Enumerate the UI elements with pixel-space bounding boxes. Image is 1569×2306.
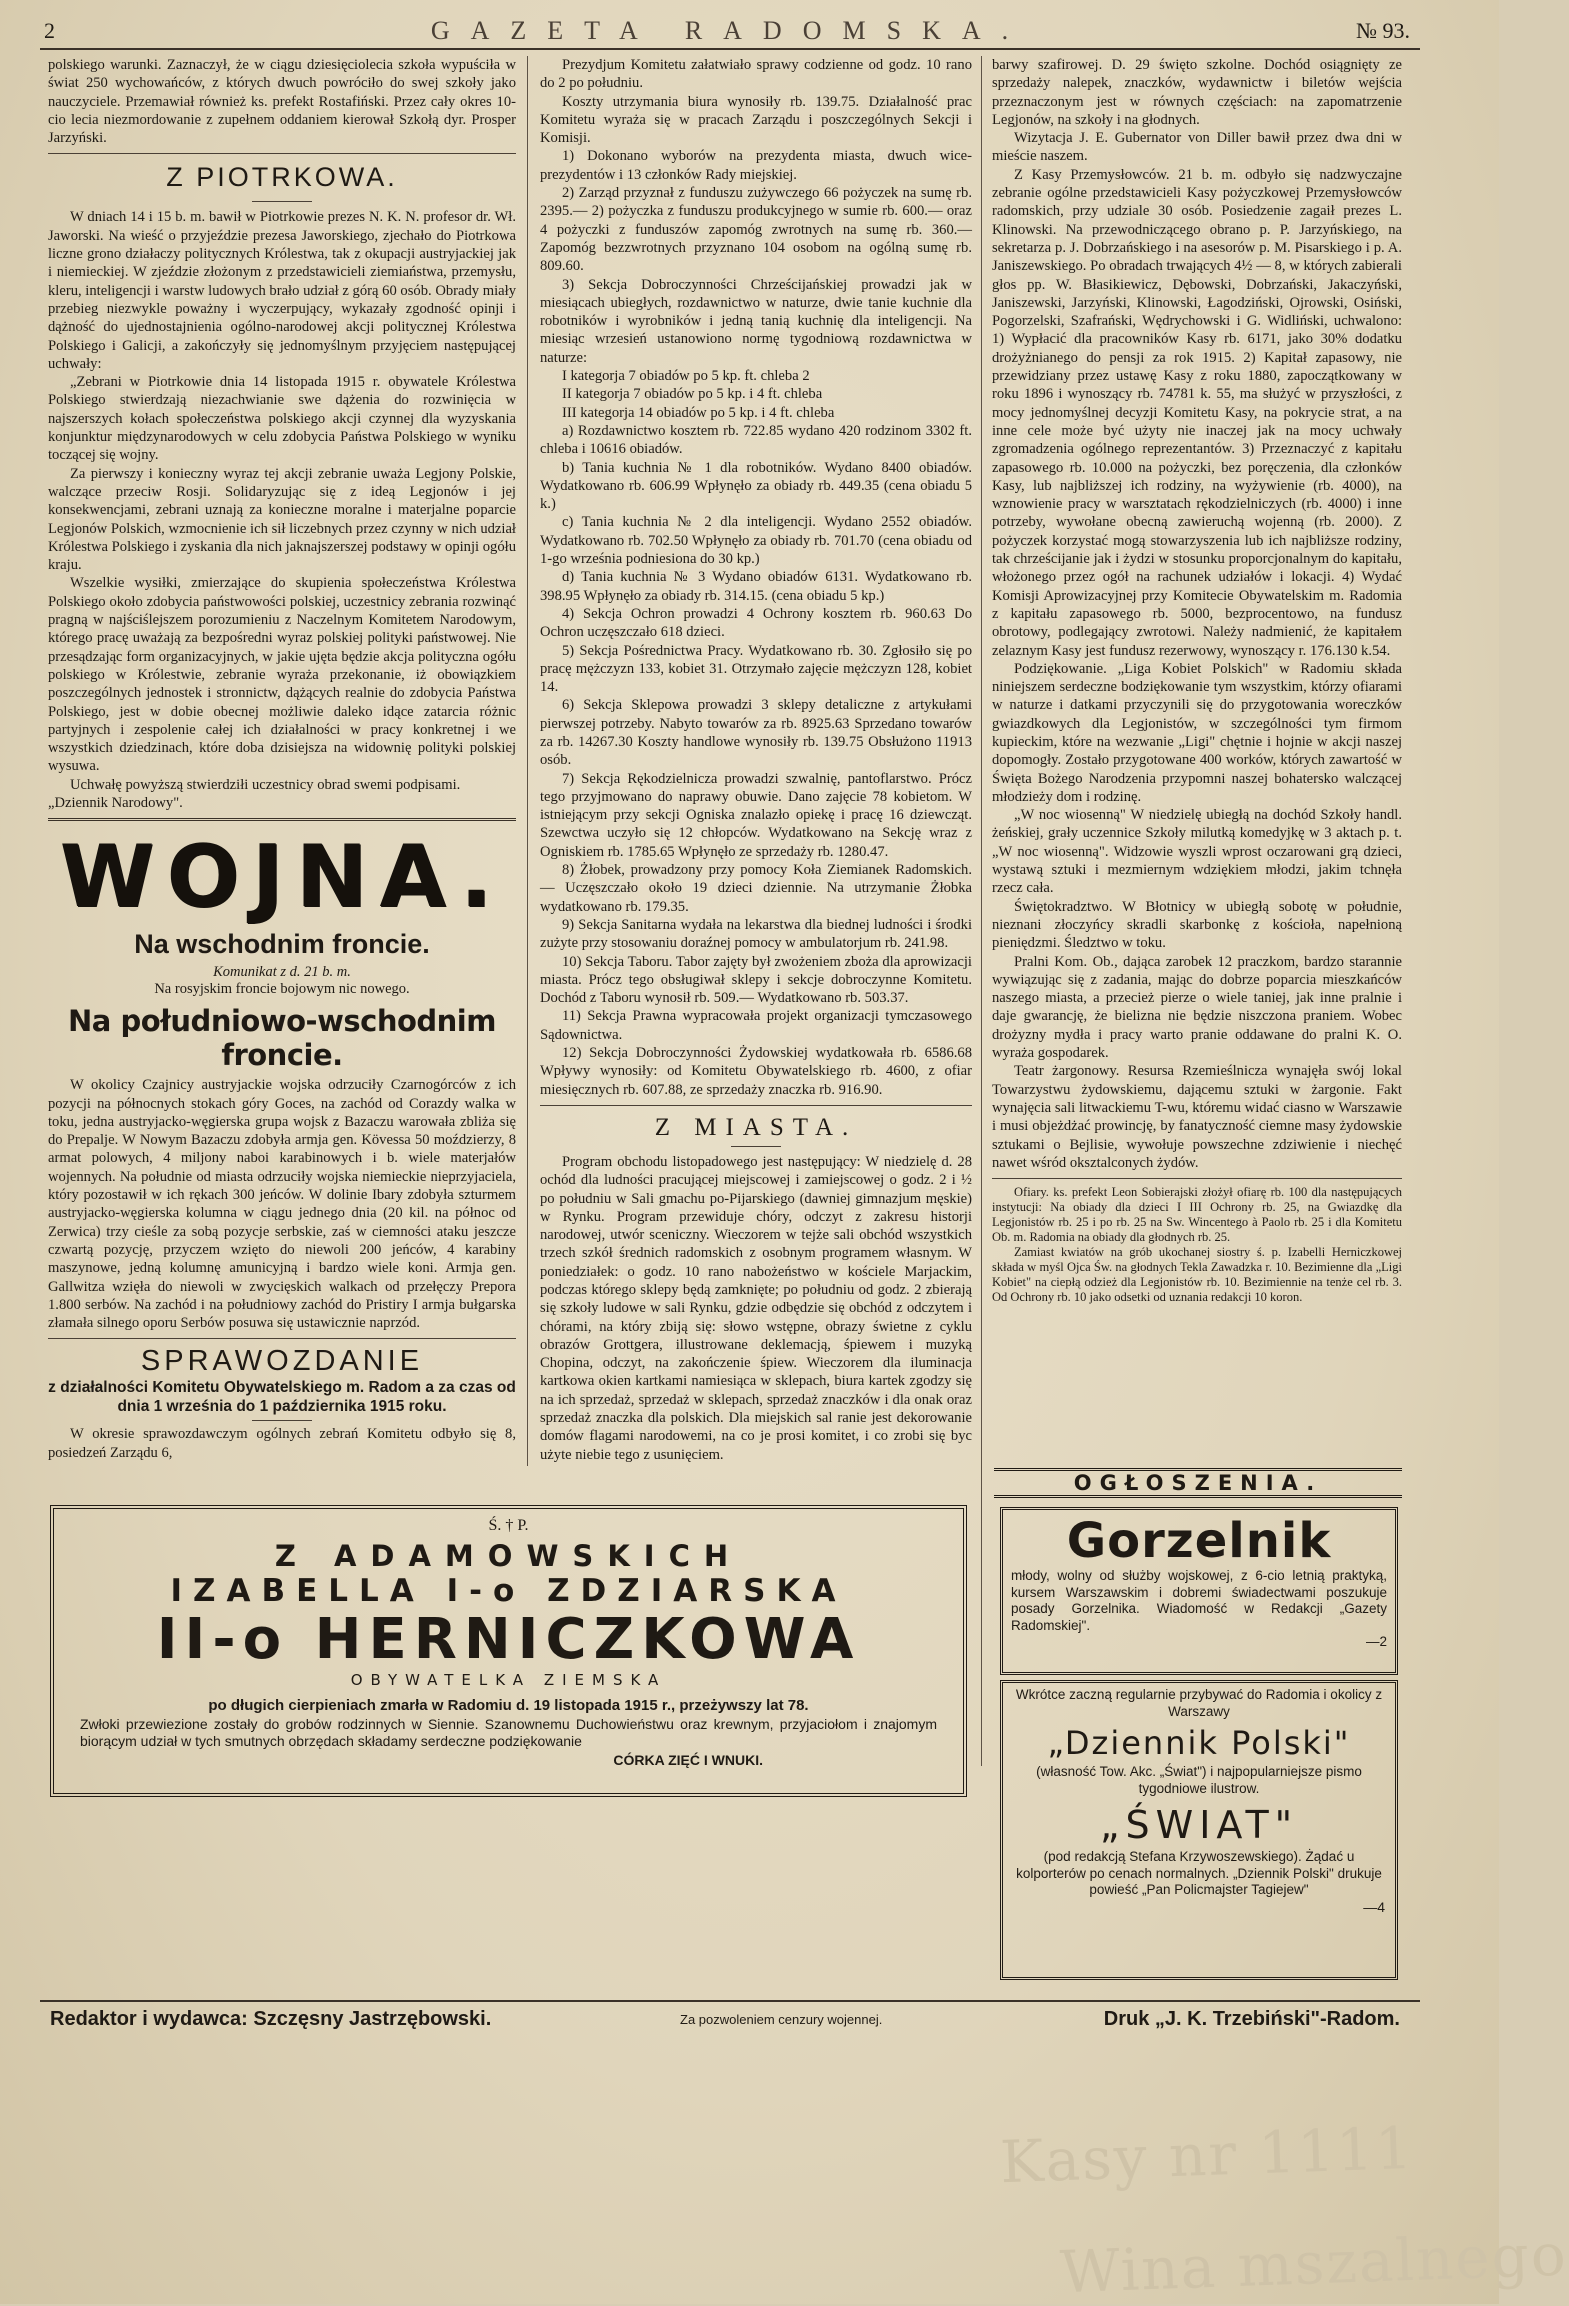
obituary-death-notice: po długich cierpieniach zmarła w Radomiu d. 19 listopada 1915 r., przeżywszy lat 78.	[208, 1697, 809, 1714]
printer-credit: Druk „J. K. Trzebiński"-Radom.	[1103, 2008, 1400, 2030]
southeast-article	[48, 1076, 516, 1332]
paragraph: 12) Sekcja Dobroczynności Żydowskiej wydatkowała rb. 6586.68 Wpływy wynosiły: od Komitetu Obywatelskiego rb. 4600, z ofiar miesięcznych rb. 607.88, ze sprzedaży znaczka rb. 916.90.	[540, 1045, 972, 1098]
obituary-line2: IZABELLA I-o ZDZIARSKA	[170, 1573, 847, 1609]
intro-article	[48, 56, 516, 147]
paragraph: Uchwałę powyższą stwierdziłi uczestnicy obrad swemi podpisami.	[70, 776, 461, 793]
divider	[48, 1338, 516, 1339]
column-divider	[981, 56, 982, 1766]
east-front-komunikat: Komunikat z d. 21 b. m.	[213, 964, 351, 981]
paragraph: 11) Sekcja Prawna wypracowała projekt organizacji tymczasowego Sądownictwa.	[540, 1008, 972, 1043]
ad-swiat-sub: (pod redakcją Stefana Krzywoszewskiego). Żądać u kolporterów po cenach normalnych. „Dziennik Polski" drukuje powieść „Pan Policmajster Tagiejew"	[1016, 1849, 1382, 1897]
obituary-text: Zwłoki przewiezione zostały do grobów rodzinnych w Siennie. Szanownemu Duchowieństwu oraz krewnym, przyjaciołom i znajomym biorącym udział w tych smutnych obrzędach składamy serdeczne podziękowanie	[80, 1716, 937, 1749]
divider	[540, 1105, 972, 1106]
paragraph: Pralni Kom. Ob., dająca zarobek 12 praczkom, bardzo starannie wywiązując się z zadania, mając do dobrze poparcia mieszkańców naszego miasta, a przecież pierze o wiele taniej, jak inne pralnie i daje gwarancję, że bielizna nie będzie niszczona praniem. Wobec drożyzny mydła i pracy warto pranie oddawane do pralni K. O. wyraża gospodarek.	[992, 953, 1402, 1062]
southeast-front-title: Na południowo-wschodnim froncie.	[68, 1004, 496, 1073]
paragraph: a) Rozdawnictwo kosztem rb. 722.85 wydano 420 rodzinom 3302 ft. chleba i 10616 obiadów.	[540, 422, 972, 458]
report-intro	[48, 1425, 516, 1462]
paragraph: 7) Sekcja Rękodzielnicza prowadzi szwalnię, pantoflarstwo. Prócz tego przyjmowano do naprawy obuwie. Dano zajęcie 78 kobietom. W istniejącym przy sekcji Ogniska znalazło opiekę i pracę 16 dziewcząt. Szewctwa uczyło się 12 chłopców. Wydatkowano na Sekcję wraz z Ogniskiem rb. 1785.65 Wpłynęło ze sprzedaży rb. 1280.47.	[540, 770, 972, 860]
column-2	[540, 56, 972, 1531]
report-title: SPRAWOZDANIE	[140, 1345, 424, 1378]
ad-gorzelnik	[1000, 1507, 1398, 1675]
ad-gorzelnik-dash: —2	[1365, 1634, 1387, 1649]
ad-swiat-dash: —4	[1363, 1898, 1385, 1915]
paragraph: 2) Zarząd przyznał z funduszu zużywczego 66 pożyczek na sumę rb. 2395.— 2) pożyczka z funduszu produkcyjnego w sumie rb. 600.— oraz 4 pożyczki z funduszów zapomóg zwrotnych na sumę rb. 360.— Zapomóg bezzwrotnych przyznano 104 osobom na ogólną sumę rb. 809.60.	[540, 185, 972, 275]
obituary-line1: Z ADAMOWSKICH	[274, 1539, 743, 1573]
east-front-title: Na wschodnim froncie.	[134, 929, 430, 960]
paragraph: polskiego warunki. Zaznaczył, że w ciągu dziesięciolecia szkoła wypuściła w świat 250 wychowańców, z których dwuch powróciło do swej szkoły jako nauczyciele. Przemawiał również ks. prefekt Rostafiński. Przez cały okres 10-cio lecia niezmordowanie z zupełnem oddaniem kierował Szkołą dyr. Prosper Jarzyński.	[48, 57, 516, 147]
ad-dziennik-title: „Dziennik Polski"	[1047, 1724, 1351, 1762]
paragraph: W okresie sprawozdawczym ogólnych zebrań Komitetu odbyło się 8, posiedzeń Zarządu 6,	[48, 1426, 516, 1461]
paragraph: 4) Sekcja Ochron prowadzi 4 Ochrony kosztem rb. 960.63 Do Ochron uczęszczało 618 dzieci.	[540, 605, 972, 641]
bleed-through-text: Kasy nr 1111	[998, 2113, 1416, 2197]
ad-dziennik-sub: (własność Tow. Akc. „Świat") i najpopularniejsze pismo tygodniowe ilustrow.	[1036, 1764, 1362, 1796]
divider	[252, 1420, 312, 1421]
column-1	[48, 56, 516, 1461]
piotrkowa-article	[48, 208, 516, 812]
paragraph: W dniach 14 i 15 b. m. bawił w Piotrkowie prezes N. K. N. profesor dr. Wł. Jaworski. Na wieść o przyjeździe prezesa Jaworskiego, zjechało do Piotrkowa liczne grono działaczy politycznych Królestwa, tak z okupacji austryjackiej jak i niemieckiej. W zjeździe złożonym z przedstawicieli ziemiaństwa, przemysłu, kleru, inteligencji i warstw ludowych brało udział z górą 60 osób. Obrady miały przebieg niezwykle poważny i wyczerpujący, wykazały zgodność opinji i dążność do ujednostajnienia ogólno-narodowej akcji politycznej Królestwa Polskiego i Galicji, a zakończyły się jednomyślnym przyjęciem następującej uchwały:	[48, 209, 516, 372]
bleed-through-text: Wina mszalnego	[1058, 2220, 1569, 2306]
paragraph: 3) Sekcja Dobroczynności Chrześcijańskiej prowadzi jak w miesiącach ubiegłych, rozdawnictwo w naturze, dwie tanie kuchnie dla robotników i wyrobników i jedną tanią kuchnię dla inteligencji. Na miesiąc wrzesień ustanowiono normę tygodniową rozdawnictwa w naturze:	[540, 276, 972, 366]
ad-gorzelnik-text: młody, wolny od służby wojskowej, z 6-cio letnią praktyką, kursem Warszawskim i dobremi świadectwami poszukuje posady Gorzelnika. Wiadomość w Redakcji „Gazety Radomskiej".	[1011, 1568, 1387, 1633]
paragraph: Podziękowanie. „Liga Kobiet Polskich" w Radomiu składa niniejszem serdeczne bodziękowanie tym wszystkim, którzy ofiarami w naturze i datkami przyczynili się do przygotowania woreczków gwiazdkowych dla Legjonistów, w szczególności tym firmom kupieckim, które na wezwanie „Ligi" chętnie i hojnie w akcji naszej dopomogły. Zostało przygotowane 400 worków, których zawartość w Święta Bożego Narodzenia przypomni naszej bohatersko walczącej młodzieży dom i rodzinę.	[992, 660, 1402, 805]
obituary-sp: Ś. † P.	[488, 1517, 529, 1534]
paragraph: d) Tania kuchnia № 3 Wydano obiadów 6131. Wydatkowano rb. 398.95 Wpłynęło za obiady rb. 314.15. (cena obiadu 5 kp.)	[540, 569, 972, 604]
ads-header: OGŁOSZENIA.	[994, 1468, 1402, 1498]
paragraph: I kategorja 7 obiadów po 5 kp. ft. chleba 2	[562, 368, 810, 385]
paragraph: c) Tania kuchnia № 2 dla inteligencji. Wydano 2552 obiadów. Wydatkowano rb. 702.50 Wpłynęło za obiady rb. 701.70 (cena obiadu od 1-go września podniesiona do 30 kp.)	[540, 514, 972, 568]
paragraph: Program obchodu listopadowego jest następujący: W niedzielę d. 28 ochód dla ludności pracującej miejscowej i zamiejscowej o godz. 2 i ½ po południu w Sali gmachu po-Pijarskiego (dawniej gimnazjum męskie) w Rynku. Program przewiduje chóry, odczyt z zakresu historji narodowej, utwór sceniczny. Wieczorem w tejże sali obchód wszystkich trzech szkół średnich radomskich z osobnym programem własnym. W poniedziałek: o godz. 10 rano nabożeństwo w kościele Marjackim, podczas którego sklepy będą zamknięte; po południu od godz. 2 zbierają się szkoły ludowe w sali Rynku, gdzie odbędzie się obchód z odczytem i chórami, na który zbiją się: słowo wstępne, obrazy świetne z cyklu obrazów Grottgera, illustrowane deklemacją, śpiewem i muzyką Chopina, odczyt, na zakończenie śpiew. Wieczorem dla iluminacja kartkowa okien kartkami namiesiąca w sklepach, biura kartek zgodzy się na ich sprzedaż, sprzedaż w sklepach, sprzedaż znaczków i dla onak oraz sprzedaż znaczka dla polskich. Dla miejskich sal ranie jest dekorowanie domów flagami narodowemi, na co je prosi komitet, i co zrobi się byc użyte niebie tego z usunięciem.	[540, 1153, 972, 1463]
editor-credit: Redaktor i wydawca: Szczęsny Jastrzębowski.	[50, 2008, 492, 2030]
paragraph: Wizytacja J. E. Gubernator von Diller bawił przez dwa dni w mieście naszem.	[992, 130, 1402, 165]
page-number: 2	[44, 18, 55, 43]
report-continued	[540, 56, 972, 1099]
report-subtitle: z działalności Komitetu Obywatelskiego m. Radom a za czas od dnia 1 września do 1 października 1915 roku.	[48, 1379, 516, 1416]
miasta-article	[540, 1153, 972, 1464]
obituary-box	[50, 1505, 967, 1797]
paragraph: Za pierwszy i konieczny wyraz tej akcji zebranie uważa Legjony Polskie, walczące przeciw Rosji. Solidaryzując się z ideą Legjonów i jej konsekwencjami, zebrani uznają za konieczne moralne i materjalne poparcie Legjonów Polskich, wzmocnienie ich sił liczebnych przez czynny w nich udział Królestwa Polskiego i zyskania dla nich jaknajszerszej podstawy w opinji ogółu kraju.	[48, 465, 516, 574]
paragraph: Świętokradztwo. W Błotnicy w ubiegłą sobotę w południe, nieznani złoczyńcy skradli skarbonkę z kościoła, napełnioną pieniędzmi. Śledztwo w toku.	[992, 898, 1402, 952]
paragraph: „Zebrani w Piotrkowie dnia 14 listopada 1915 r. obywatele Królestwa Polskiego stwierdzają niezachwianie swe dążenia do rozwinięcia w najszerszych kołach społeczeństwa polskiego akcji czynnej dla wyzyskania konjunktur międzynarodowych w celu zdobycia Państwa Polskiego w wyniku toczącej się wojny.	[48, 374, 516, 464]
donations	[992, 1185, 1402, 1305]
east-front-text: Na rosyjskim froncie bojowym nic nowego.	[154, 981, 410, 998]
paragraph: 10) Sekcja Taboru. Tabor zajęty był zwożeniem zboża dla aprowizacji miasta. Prócz tego obsługiwał sklepy i sekcje dobroczynne Komitetu. Dochód z Taboru wynosił rb. 509.— Wydatkowano rb. 503.37.	[540, 953, 972, 1007]
paragraph: Ofiary. ks. prefekt Leon Sobierajski złożył ofiarę rb. 100 dla następujących instytucji: Na obiady dla dzieci I III Ochrony rb. 25, na Gwiazdkę dla Legjonistów rb. 25 i po rb. 25 na Sw. Wincentego à Paolo rb. 25 i dla Komitetu Ob. m. Radomia na obiady dla głodnych rb. 25.	[992, 1185, 1402, 1245]
paragraph: „W noc wiosenną" W niedzielę ubiegłą na dochód Szkoły handl. żeńskiej, grały uczennice Szkoły milutką komedyjkę w 3 aktach p. t. „W noc wiosenną". Widzowie wyszli wprost oczarowani grą dzieci, wystawą sztuki i mezmiernym wdziękiem młodzi, jakim tchnęła rzecz cała.	[992, 807, 1402, 897]
signature: „Dziennik Narodowy".	[48, 794, 183, 811]
page-header	[40, 14, 1420, 50]
paragraph: Zamiast kwiatów na grób ukochanej siostry ś. p. Izabelli Herniczkowej składa w myśl Ojca Św. na głodnych Tekla Zawadzka r. 10. Bezimienne dla „Ligi Kobiet" na ciepłą odzież dla Legjonistów rb. 10. Bezimiennie na tenże cel rb. 3. Od Ochrony rb. 10 jako odsetki od uznania redakcji 10 koron.	[992, 1245, 1402, 1305]
obituary-name: II-o HERNICZKOWA	[156, 1607, 861, 1672]
paragraph: 1) Dokonano wyborów na prezydenta miasta, dwuch wice-prezydentów i 13 członków Rady miejskiej.	[540, 148, 972, 183]
divider	[48, 818, 516, 821]
issue-number: № 93.	[1356, 18, 1410, 43]
paragraph: II kategorja 7 obiadów po 5 kp. i 4 ft. chleba	[562, 386, 823, 403]
paragraph: 6) Sekcja Sklepowa prowadzi 3 sklepy detaliczne z artykułami pierwszej potrzeby. Nabyto towarów za rb. 8925.63 Sprzedano towarów za rb. 14267.30 Koszty handlowe wynosiły rb. 139.75 Obsłużono 11913 osób.	[540, 697, 972, 769]
section-title-wojna: WOJNA.	[59, 827, 505, 928]
paragraph: 9) Sekcja Sanitarna wydała na lekarstwa dla biednej ludności i środki zużyte przy stosowaniu doraźnej pomocy w ambulatorjum rb. 241.98.	[540, 916, 972, 952]
ad-dziennik-polski	[1000, 1680, 1398, 1980]
masthead-title: GAZETA RADOMSKA.	[430, 16, 1030, 45]
paragraph: barwy szafirowej. D. 29 święto szkolne. Dochód osiągnięty ze sprzedaży nalepek, znaczków, wydawnictw i biletów wejścia przeznaczonym jest w równych częściach: na zapomatrzenie Legjonów, na szkoły i na głodnych.	[992, 57, 1402, 128]
divider	[731, 1146, 781, 1147]
ad-gorzelnik-title: Gorzelnik	[1066, 1513, 1332, 1569]
column-3	[992, 56, 1402, 1496]
paragraph: 5) Sekcja Pośrednictwa Pracy. Wydatkowano rb. 30. Zgłosiło się po pracę mężczyzn 133, kobiet 31. Otrzymało zajęcie mężczyzn 128, kobiet 14.	[540, 642, 972, 696]
page-footer	[40, 2000, 1420, 2036]
section-title-miasta: Z MIASTA.	[654, 1113, 858, 1141]
column-divider	[527, 56, 528, 1466]
censorship-note: Za pozwoleniem cenzury wojennej.	[680, 2012, 883, 2027]
paragraph: 8) Żłobek, prowadzony przy pomocy Koła Ziemianek Radomskich. — Uczęszczało około 19 dzieci dziennie. Na utrzymanie Żłobka wydatkowano rb. 179.35.	[540, 862, 972, 915]
paragraph: Teatr żargonowy. Resursa Rzemieślnicza wynajęła swój lokal Towarzystwu żydowskiemu, dającemu sztuki w żargonie. Fakt wynajęcia sali litwackiemu T-wu, któremu widać ciasno w Warszawie i musi objeżdżać prowincję, by fanatyczność ciemne masy żydowskie sztukami o Bejlisie, wywołuje powszechne zdziwienie i niechęć nawet wśród oksztalconych żydów.	[992, 1063, 1402, 1171]
obituary-title: OBYWATELKA ZIEMSKA	[350, 1671, 667, 1689]
divider	[252, 201, 312, 202]
paragraph: III kategorja 14 obiadów po 5 kp. i 4 ft. chleba	[562, 404, 835, 421]
divider	[992, 1178, 1402, 1179]
paragraph: Wszelkie wysiłki, zmierzające do skupienia społeczeństwa Królestwa Polskiego około zdobycia państwowości polskiej, uczestnicy zebrania rozwinąć pragną w najściślejszem porozumieniu z Naczelnym Komitetem Narodowym, którego pracę uważają za bezpośredni wyraz polskiej polityki państwowej. Nie przesądzając form organizacyjnych, w jakie ujęta będzie akcja polityczna ogółu polskiego w Królestwie, zebranie wyraża przekonanie, iż obowiązkiem poszczególnych jednostek i stronnictw, dążących realnie do zdobycia Państwa Polskiego, jest w dobie obecnej możliwie daleko idące zatarcia różnic partyjnych i zespolenie całej ich działalności w pracy konkretnej i we wszystkich dziedzinach, które doba dzisiejsza na widownię polityki polskiej wysuwa.	[48, 575, 516, 775]
paragraph: Z Kasy Przemysłowców. 21 b. m. odbyło się nadzwyczajne zebranie ogólne przedstawicieli Kasy pożyczkowej Przemysłowców radomskich, przy udziale 30 osób. Posiedzenie zagaił prezes L. Klinowski. Na przewodniczącego obrano p. P. Jarzyńskiego, na sekretarza p. J. Dobrzańskiego i na asesorów p. M. Pisarskiego i p. A. Janiszewskiego. Po obradach trwających 4½ — 8, w których zabierali głos pp. W. Błasikiewicz, Dębowski, Dobrzański, Jakaczyński, Janiszewski, Jarzyński, Klinowski, Łagodziński, Ojrowski, Osiński, Pogorzelski, Szafrański, Wędrychowski i G. Widliński, uchwalono: 1) Wypłacić dla pracowników Kasy rb. 6171, jako 30% dodatku drożyżnianego do pensji za rok 1915. 2) Kapitał zapasowy, nie przewidziany przez ustawę Kasy z roku 1880, zapoczątkowany w roku 1896 i wynoszący rb. 74781 k. 55, ma służyć w przyszłości, z mocy jednomyślnej decyzji Komitetu Kasy, na pokrycie strat, a na inne cele może być użyty nie inaczej jak na mocy uchwały zgromadzenia ogólnego reprezentantów. 3) Przeznaczyć z kapitału zapasowego rb. 10.000 na pożyczki, bez poręczenia, dla członków Kasy, lub najbliższej ich rodziny, na wyżywienie (rb. 4000), na wznowienie pracy w warsztatach rękodzielniczych (rb. 4000) i inne potrzeby, wywołane obecną zawieruchą wojenną (rb. 2000). Z pożyczek korzystać mogą stowarzyszenia lub ich najbliższe rodziny, tak chrześcijanie jak i żydzi w stosunku proporcjonalnym do kapitału, włożonego przez ogół na rachunek udziałów i lokacji. 4) Wydać Komisji Aprowizacyjnej przy Komitecie Obywatelskim m. Radomia z kapitału zapasowego rb. 5000, bezprocentowo, na fundusz obrotowy, podlegający zwrotowi. Należy nadmienić, że kapitałem zelaznym Kasy jest fundusz rezerwowy, wynoszący r. 176.130 k.54.	[992, 166, 1402, 659]
paragraph: Koszty utrzymania biura wynosiły rb. 139.75. Działalność prac Komitetu wyraża się w pracach Zarządu i poszczególnych Sekcji i Komisji.	[540, 93, 972, 147]
divider	[48, 153, 516, 154]
section-title-piotrkowa: Z PIOTRKOWA.	[166, 162, 398, 193]
paragraph: b) Tania kuchnia № 1 dla robotników. Wydano 8400 obiadów. Wydatkowano rb. 606.99 Wpłynęło za obiady rb. 449.35 (cena obiadu 5 k.)	[540, 459, 972, 513]
ad-dziennik-intro: Wkrótce zaczną regularnie przybywać do Radomia i okolicy z Warszawy	[1015, 1687, 1383, 1719]
paragraph: W okolicy Czajnicy austryjackie wojska odrzuciły Czarnogórców z ich pozycji na północnych stokach góry Goces, na zachód od Corazdy walka w toku, jedna austryjacko-węgierska grupa wojsk z Bazaczu warowała zbliża się do Prepalje. W Nowym Bazaczu zdobyła armja gen. Kövessa 50 moździerzy, 8 armat polowych, 4 miljony naboi karabinowych i b. wiele materjałów wojennych. Na południe od miasta odrzuciły wojska niemieckie nieprzyjaciela, który pozostawił w ich rękach 300 jeńców. W dolinie Ibary zdobyła szturmem austryjacko-węgierska kolumna w ciągu jednego dnia (20 kil. na północ od Zerwica) trzy cieśle za sobą pozycje serbskie, zaś w ciemności ataku jeszcze czwartą pozycję, przyczem wzięto do niewoli 200 jeńców, 4 karabiny maszynowe, jedną kolumnę amunicyjną i bardzo wiele koni. Armja gen. Gallwitza wzięła do niewoli w zwycięskich walkach od przełęczy Prepora 1.800 serbów. Na zachód i na południowy zachód do Pristiry I armja bułgarska złamała silnego oporu Serbów posuwa się ustawicznie naprzód.	[48, 1077, 516, 1332]
ad-swiat-title: „ŚWIAT"	[1099, 1803, 1299, 1847]
city-news	[992, 56, 1402, 1172]
obituary-signature: CÓRKA ZIĘĆ I WNUKI.	[613, 1752, 763, 1768]
paragraph: Prezydjum Komitetu załatwiało sprawy codzienne od godz. 10 rano do 2 po południu.	[540, 57, 972, 92]
